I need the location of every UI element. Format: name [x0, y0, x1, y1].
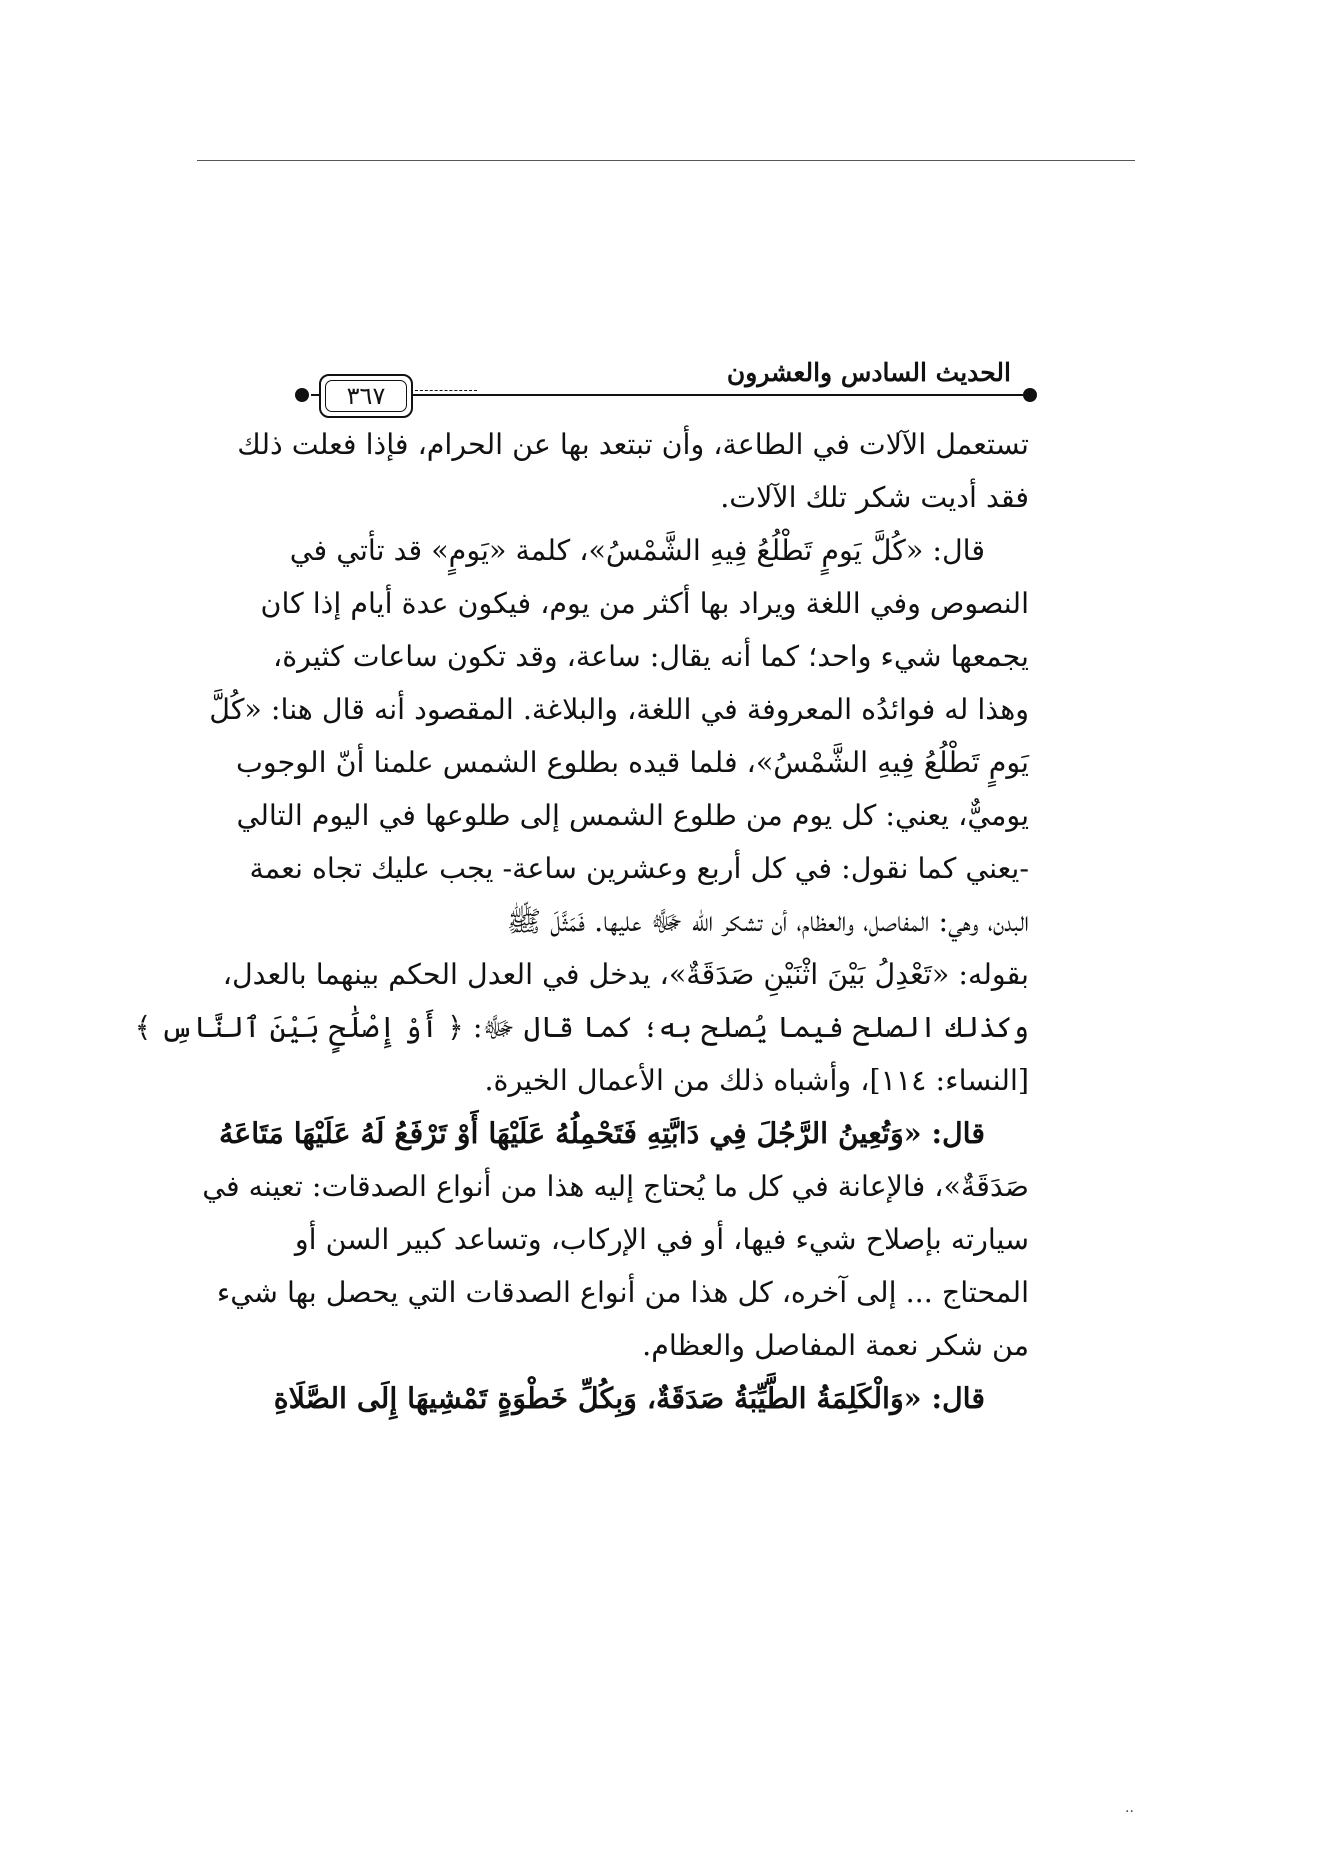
- text-line: يجمعها شيء واحد؛ كما أنه يقال: ساعة، وقد تكون ساعات كثيرة،: [273, 640, 1029, 673]
- text-line: قال: «كُلَّ يَومٍ تَطْلُعُ فِيهِ الشَّمْسُ»، كلمة «يَومٍ» قد تأتي في: [289, 534, 985, 567]
- ornament-dot-left: [295, 388, 309, 402]
- top-rule: [197, 160, 1135, 161]
- text-line: وكذلك الصلح فيما يُصلح به؛ كما قال ﷻ: ﴿ أَوْ إِصْلَٰحٍ بَيْنَ ٱلنَّاسِ ﴾: [134, 1011, 1029, 1044]
- text-line: سيارته بإصلاح شيء فيها، أو في الإركاب، وتساعد كبير السن أو: [294, 1223, 1029, 1256]
- text-line: [النساء: ١١٤]، وأشباه ذلك من الأعمال الخيرة.: [484, 1064, 1029, 1097]
- text-line: قال: «وَالْكَلِمَةُ الطَّيِّبَةُ صَدَقَةٌ، وَبِكُلِّ خَطْوَةٍ تَمْشِيهَا إِلَى الصَّلَاةِ: [273, 1381, 985, 1415]
- header-rule: [311, 394, 1023, 396]
- body-text: [134, 418, 1029, 1425]
- text-line: وهذا له فوائدُه المعروفة في اللغة، والبلاغة. المقصود أنه قال هنا: «كُلَّ: [209, 693, 1029, 726]
- header-dashed-rule: [415, 390, 477, 391]
- text-line: قال: «وَتُعِينُ الرَّجُلَ فِي دَابَّتِهِ فَتَحْمِلُهُ عَلَيْهَا أَوْ تَرْفَعُ لَهُ عَلَيْهَا مَتَاعَهُ: [218, 1116, 985, 1150]
- text-line: يوميٌّ، يعني: كل يوم من طلوع الشمس إلى طلوعها في اليوم التالي: [236, 799, 1029, 832]
- text-line: صَدَقَةٌ»، فالإعانة في كل ما يُحتاج إليه هذا من أنواع الصدقات: تعينه في: [202, 1170, 1029, 1203]
- ornament-dot-right: [1023, 388, 1037, 402]
- page-number: ٣٦٧: [346, 382, 386, 410]
- corner-mark: ..: [1125, 1800, 1134, 1816]
- chapter-title: الحديث السادس والعشرون: [717, 358, 1011, 387]
- text-line: -يعني كما نقول: في كل أربع وعشرين ساعة- يجب عليك تجاه نعمة: [249, 852, 1029, 885]
- running-header: [289, 358, 1041, 410]
- text-line: النصوص وفي اللغة ويراد بها أكثر من يوم، فيكون عدة أيام إذا كان: [260, 587, 1029, 620]
- text-line: يَومٍ تَطْلُعُ فِيهِ الشَّمْسُ»، فلما قيده بطلوع الشمس علمنا أنّ الوجوب: [236, 746, 1029, 779]
- text-line: فقد أديت شكر تلك الآلات.: [720, 481, 1029, 514]
- page-number-frame: [319, 374, 413, 418]
- text-line: بقوله: «تَعْدِلُ بَيْنَ اثْنَيْنِ صَدَقَةٌ»، يدخل في العدل الحكم بينهما بالعدل،: [222, 958, 1029, 991]
- text-line: البدن، وهي: المفاصل، والعظام، أن تشكر الله ﷻ عليها. فَمَثَّلَ ﷺ: [506, 905, 1029, 938]
- text-line: تستعمل الآلات في الطاعة، وأن تبتعد بها عن الحرام، فإذا فعلت ذلك: [237, 428, 1029, 461]
- text-line: المحتاج ... إلى آخره، كل هذا من أنواع الصدقات التي يحصل بها شيء: [216, 1276, 1029, 1309]
- text-line: من شكر نعمة المفاصل والعظام.: [642, 1329, 1029, 1362]
